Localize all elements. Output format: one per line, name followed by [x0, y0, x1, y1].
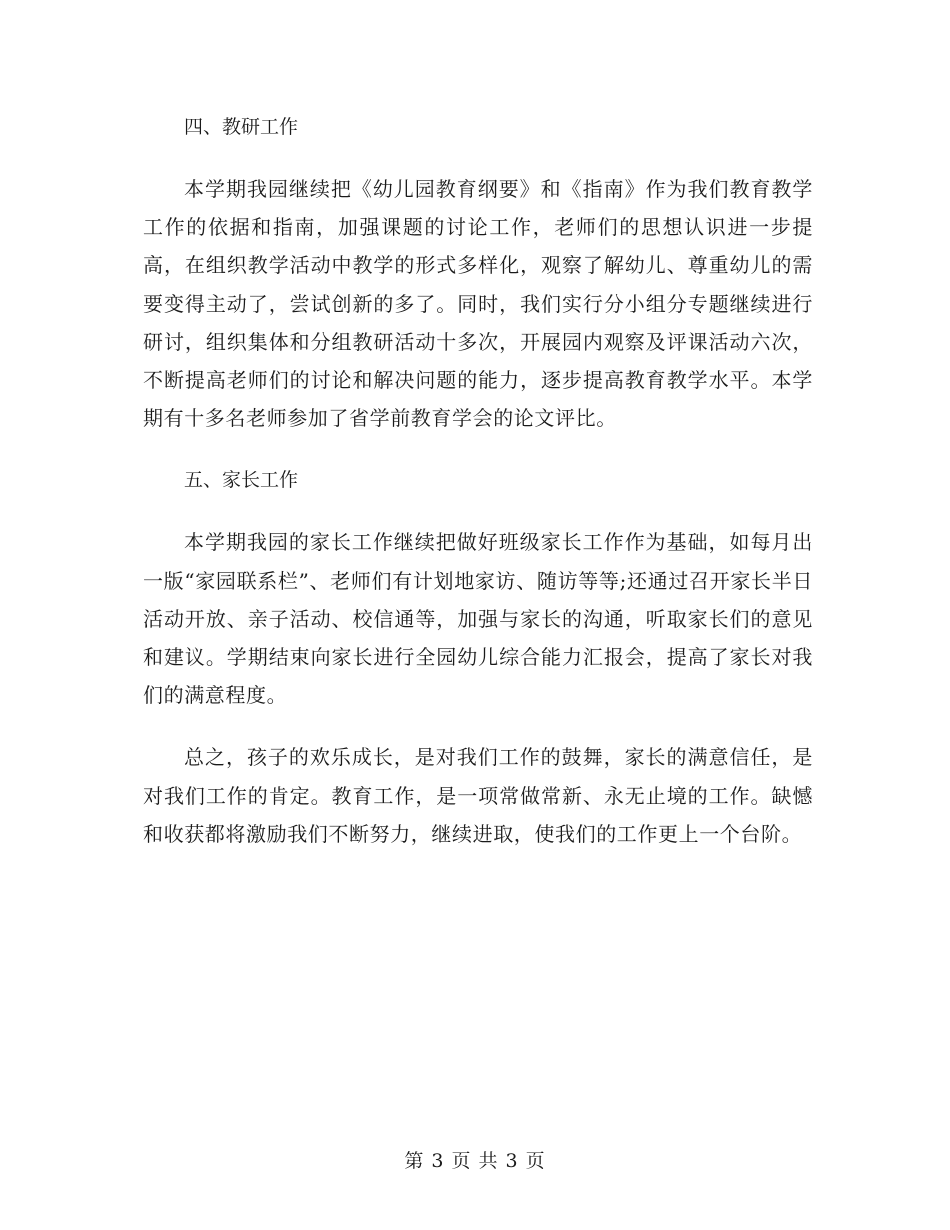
paragraph-research: 本学期我园继续把《幼儿园教育纲要》和《指南》作为我们教育教学工作的依据和指南，加强课题的讨论工作，老师们的思想认识进一步提高，在组织教学活动中教学的形式多样化，观察了解幼儿、尊重幼儿的需要变得主动了，尝试创新的多了。同时，我们实行分小组分专题继续进行研讨，组织集体和分组教研活动十多次，开展园内观察及评课活动六次，不断提高老师们的讨论和解决问题的能力，逐步提高教育教学水平。本学期有十多名老师参加了省学前教育学会的论文评比。	[143, 177, 813, 431]
paragraph-parents: 本学期我园的家长工作继续把做好班级家长工作作为基础，如每月出一版“家园联系栏”、老师们有计划地家访、随访等等;还通过召开家长半日活动开放、亲子活动、校信通等，加强与家长的沟通，听取家长们的意见和建议。学期结束向家长进行全园幼儿综合能力汇报会，提高了家长对我们的满意程度。	[143, 530, 813, 708]
document-body	[143, 108, 813, 877]
paragraph-summary: 总之，孩子的欢乐成长，是对我们工作的鼓舞，家长的满意信任，是对我们工作的肯定。教育工作，是一项常做常新、永无止境的工作。缺憾和收获都将激励我们不断努力，继续进取，使我们的工作更上一个台阶。	[143, 745, 813, 846]
section-heading-research: 四、教研工作	[184, 116, 299, 138]
page-footer: 第 3 页 共 3 页	[404, 1150, 546, 1172]
section-heading-parents: 五、家长工作	[184, 469, 299, 492]
